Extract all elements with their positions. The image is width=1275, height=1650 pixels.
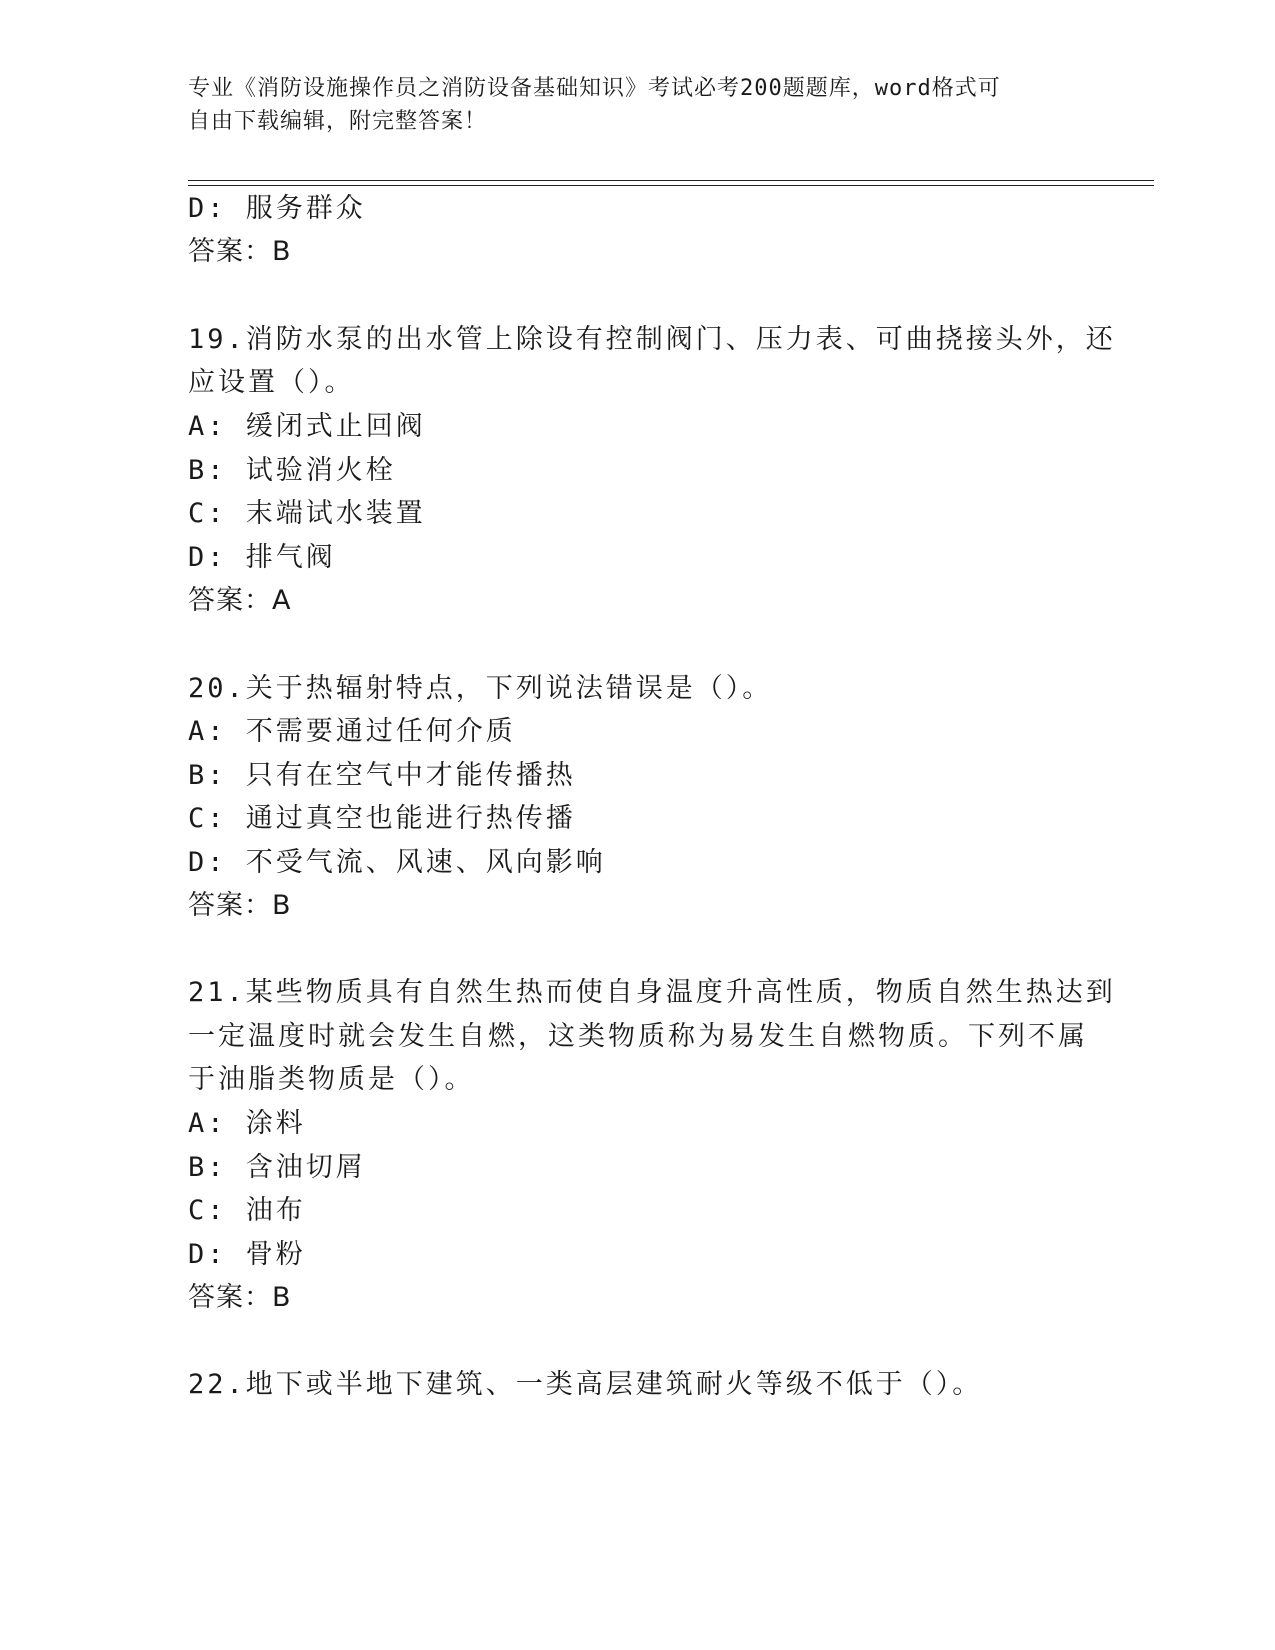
header-line-1: 专业《消防设施操作员之消防设备基础知识》考试必考200题题库，word格式可	[188, 76, 1001, 101]
header-line-2: 自由下载编辑，附完整答案！	[188, 109, 488, 134]
q19-option-d: D: 排气阀	[188, 542, 336, 573]
q19-option-c: C: 末端试水装置	[188, 498, 426, 529]
q22-stem-line-1: 22.地下或半地下建筑、一类高层建筑耐火等级不低于（）。	[188, 1369, 983, 1400]
q19-answer: 答案：A	[188, 585, 292, 616]
q21-answer: 答案：B	[188, 1282, 292, 1313]
q20-option-a: A: 不需要通过任何介质	[188, 716, 516, 747]
q21-option-d: D: 骨粉	[188, 1239, 306, 1270]
q21-option-a: A: 涂料	[188, 1108, 306, 1139]
q20-stem-line-1: 20.关于热辐射特点，下列说法错误是（）。	[188, 673, 773, 704]
q19-stem-line-1: 19.消防水泵的出水管上除设有控制阀门、压力表、可曲挠接头外，还	[188, 324, 1116, 355]
prev-answer: 答案：B	[188, 236, 292, 267]
q20-answer: 答案：B	[188, 890, 292, 921]
header-divider-top	[188, 180, 1154, 181]
q20-option-c: C: 通过真空也能进行热传播	[188, 803, 576, 834]
q20-option-b: B: 只有在空气中才能传播热	[188, 760, 576, 791]
q21-stem-line-3: 于油脂类物质是（）。	[188, 1064, 475, 1095]
q21-option-b: B: 含油切屑	[188, 1152, 366, 1183]
q21-stem-line-1: 21.某些物质具有自然生热而使自身温度升高性质，物质自然生热达到	[188, 977, 1116, 1008]
document-header	[188, 72, 1088, 138]
q21-option-c: C: 油布	[188, 1195, 306, 1226]
prev-option-d: D: 服务群众	[188, 193, 366, 224]
q19-stem-line-2: 应设置（）。	[188, 367, 355, 398]
q20-option-d: D: 不受气流、风速、风向影响	[188, 847, 606, 878]
q19-option-a: A: 缓闭式止回阀	[188, 411, 426, 442]
q21-stem-line-2: 一定温度时就会发生自燃，这类物质称为易发生自燃物质。下列不属	[188, 1021, 1088, 1052]
q19-option-b: B: 试验消火栓	[188, 455, 396, 486]
